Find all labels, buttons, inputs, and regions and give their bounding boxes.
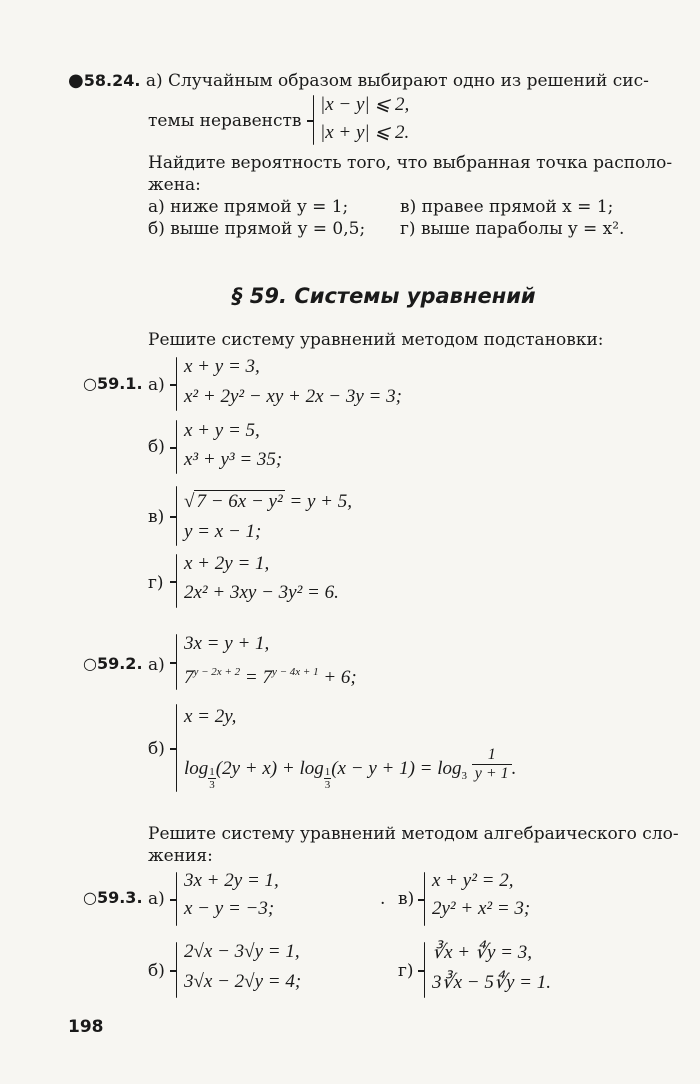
equation-tail: = y + 5,: [284, 491, 352, 512]
equation: 2√x − 3√y = 1,: [184, 941, 300, 962]
log-term: (x − y + 1) = log: [331, 758, 462, 779]
equation: 2x² + 3xy − 3y² = 6.: [184, 582, 339, 603]
equation: 2y² + x² = 3;: [432, 898, 531, 919]
system-brace: [424, 872, 425, 926]
question-line1: Найдите вероятность того, что выбранная точка располо-: [148, 153, 673, 173]
fraction: [472, 746, 512, 783]
base: 7: [184, 667, 194, 688]
option-v: в) правее прямой x = 1;: [400, 197, 614, 217]
equation: x + 2y = 1,: [184, 553, 270, 574]
part-g-label: г): [148, 573, 164, 593]
log-base-fraction: $\frac{1}{3}$: [324, 766, 331, 791]
part-a-label: а): [148, 889, 165, 909]
problem-59-1-number: ○59.1.: [83, 374, 143, 393]
system-brace: [176, 357, 177, 411]
part-a-label: а): [148, 655, 165, 675]
inequality-2: |x + y| ⩽ 2.: [320, 122, 410, 143]
system-brace: [176, 420, 177, 474]
option-g: г) выше параболы y = x².: [400, 219, 625, 239]
equation: 3√x − 2√y = 4;: [184, 971, 302, 992]
equation: x − y = −3;: [184, 898, 275, 919]
section-title: § 59. Системы уравнений: [232, 284, 536, 308]
part-v-label: в): [148, 507, 165, 527]
log-equation: [184, 746, 516, 791]
instruction-addition-line1: Решите систему уравнений методом алгебраического сло-: [148, 824, 679, 844]
separator-dot: .: [380, 889, 386, 909]
equation: x + y = 3,: [184, 356, 260, 377]
log-base: 3: [461, 770, 467, 782]
part-g-label: г): [398, 961, 414, 981]
numerator: 1: [472, 746, 512, 765]
log-term: (2y + x) + log: [215, 758, 324, 779]
equals-base: = 7: [240, 667, 272, 688]
equation: 3∛x − 5∜y = 1.: [432, 972, 551, 993]
problem-59-3-number: ○59.3.: [83, 888, 143, 907]
equation: x² + 2y² − xy + 2x − 3y = 3;: [184, 386, 402, 407]
system-brace: [176, 704, 177, 792]
equation: x + y = 5,: [184, 420, 260, 441]
problem-marker: ●: [68, 70, 84, 91]
radicand: 7 − 6x − y²: [196, 491, 283, 512]
instruction-addition-line2: жения:: [148, 846, 213, 866]
part-b-label: б): [148, 437, 165, 457]
equation: ∛x + ∜y = 3,: [432, 942, 532, 963]
equation: x + y² = 2,: [432, 870, 514, 891]
part-b-label: б): [148, 739, 165, 759]
system-brace: [176, 872, 177, 926]
system-brace: [176, 634, 177, 690]
system-brace: [313, 95, 314, 145]
log-base-fraction: $\frac{1}{3}$: [209, 766, 215, 791]
denominator: y + 1: [474, 765, 509, 782]
equation-tail: + 6;: [318, 667, 357, 688]
option-b: б) выше прямой y = 0,5;: [148, 219, 366, 239]
inequality-1: |x − y| ⩽ 2,: [320, 94, 410, 115]
exponential-equation: [184, 666, 357, 689]
problem-text-line1: а) Случайным образом выбирают одно из решений сис-: [145, 71, 649, 91]
equation: 3x = y + 1,: [184, 633, 270, 654]
system-brace: [176, 486, 177, 546]
equation: x = 2y,: [184, 706, 237, 727]
part-b-label: б): [148, 961, 165, 981]
instruction-substitution: Решите систему уравнений методом подстановки:: [148, 330, 604, 350]
equation: 3x + 2y = 1,: [184, 870, 279, 891]
system-brace: [176, 554, 177, 608]
equation: x³ + y³ = 35;: [184, 449, 283, 470]
option-a: а) ниже прямой y = 1;: [148, 197, 349, 217]
log: log: [184, 758, 209, 779]
equation-root: √ 7 − 6x − y² = y + 5,: [184, 491, 352, 512]
question-line2: жена:: [148, 175, 201, 195]
equation: y = x − 1;: [184, 521, 262, 542]
exponent: y − 2x + 2: [193, 666, 241, 678]
problem-58-24-header: [68, 70, 649, 92]
exponent: y − 4x + 1: [271, 666, 319, 678]
part-v-label: в): [398, 889, 415, 909]
problem-59-2-number: ○59.2.: [83, 654, 143, 673]
problem-number: 58.24.: [83, 71, 141, 90]
part-a-label: а): [148, 375, 165, 395]
problem-text-line2: темы неравенств: [148, 111, 302, 131]
system-brace: [176, 942, 177, 998]
system-brace: [424, 942, 425, 998]
period: .: [511, 758, 517, 779]
page-number: 198: [68, 1017, 104, 1037]
